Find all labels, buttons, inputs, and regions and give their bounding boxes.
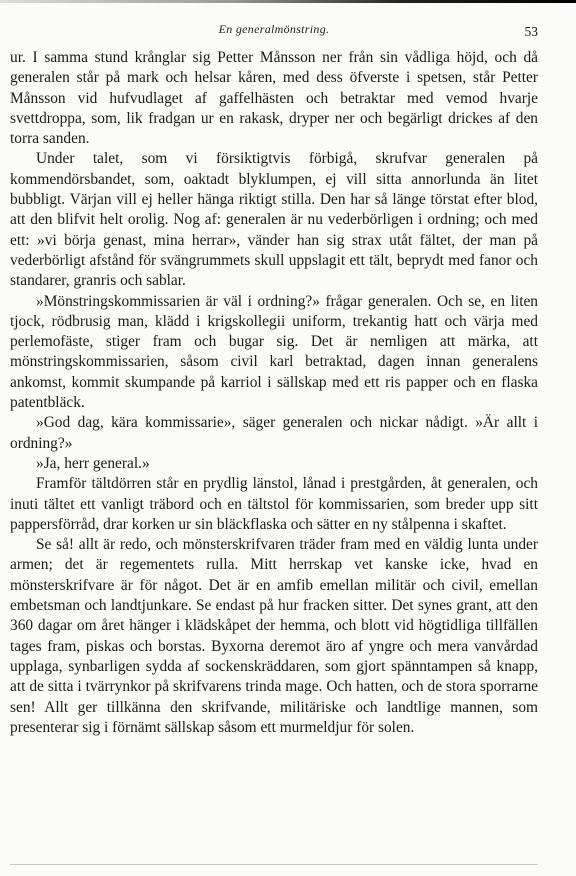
paragraph-clerk: Se så! allt är redo, och mönsterskrifvaren träder fram med en väldig lunta under armen; det är regementets rulla. Mitt herrskap vet kanske icke, hvad en mönsterskrifvare är för något. Det är en amfib emellan militär och civil, emellan embetsman och landtjunkare. Se endast på hur fracken sitter. Det synes grant, att den 360 dagar om året hänger i klädskåpet der hemma, och blott vid högtidliga tillfällen tages fram, piskas och borstas. Byxorna deremot äro af yngre och mera vanvårdad upplaga, synbarligen sydda af sockenskräddaren, som gjort spänntampen så knapp, att de sitta i tvärrynkor på skrifvarens trinda mage. Och hatten, och de stora sporrarne sen! Allt ger tillkänna den skrifvande, militäriske och landtlige mannen, som presenterar sig i förnämt sällskap såsom ett murmeldjur för solen. — [10, 536, 538, 736]
page-number: 53 — [524, 24, 538, 39]
running-title: En generalmönstring. — [218, 22, 330, 36]
paragraph-speech: Under talet, som vi försiktigtvis förbigå, skrufvar generalen på kommendörsbandet, som, oaktadt blyklumpen, ej vill sitta annorlunda än litet bubbligt. Värjan vill ej heller hänga riktigt stilla. Den har så länge törstat efter blod, att den blifvit helt orolig. Nog af: generalen är nu vederbörligen i ordning; och med ett: »vi börja genast, mina herrar», vänder han sig strax utåt fältet, der man på vederbörligt afstånd för svängrummets skull uppslagit ett tält, beprydt med fanor och standarer, granris och sablar. — [10, 150, 538, 290]
top-edge-rule — [0, 0, 576, 3]
body-text — [10, 48, 538, 738]
book-page — [10, 14, 538, 738]
paragraph-commissioner: »Mönstringskommissarien är väl i ordning?» frågar generalen. Och se, en liten tjock, rödbrusig man, klädd i krigskollegii uniform, trekantig hatt och värja med perlemofäste, stiger fram och bugar sig. Det är nemligen att märka, att mönstringskommissarien, såsom civil karl betraktad, dagen innan generalens ankomst, kommit skumpande på karriol i sällskap med ett ris papper och en flaska patentbläck. — [10, 292, 538, 412]
paragraph-tent: Framför tältdörren står en prydlig länstol, lånad i prestgården, åt generalen, och inuti tältet ett vanligt träbord och en tältstol för kommissarien, som breder upp sitt pappersförråd, drar korken ur sin bläckflaska och sätter en ny stålpenna i skaftet. — [10, 475, 538, 533]
paragraph-reply: »Ja, herr general.» — [36, 454, 150, 472]
paragraph-continuation: ur. I samma stund krånglar sig Petter Månsson ner från sin vådliga höjd, och då generalen står på mark och helsar kåren, med dess öfverste i spetsen, står Petter Månsson vid hufvudlaget af gaffelhästen och betraktar med vemod hvarje svettdroppa, som, lik fradgan ur en rakask, dryper ner och begärligt drickes af den torra sanden. — [10, 49, 538, 148]
paragraph-greeting: »God dag, kära kommissarie», säger generalen och nickar nådigt. »Är allt i ordning?» — [10, 414, 538, 452]
bottom-edge-rule — [10, 864, 538, 865]
page-header — [10, 14, 538, 44]
